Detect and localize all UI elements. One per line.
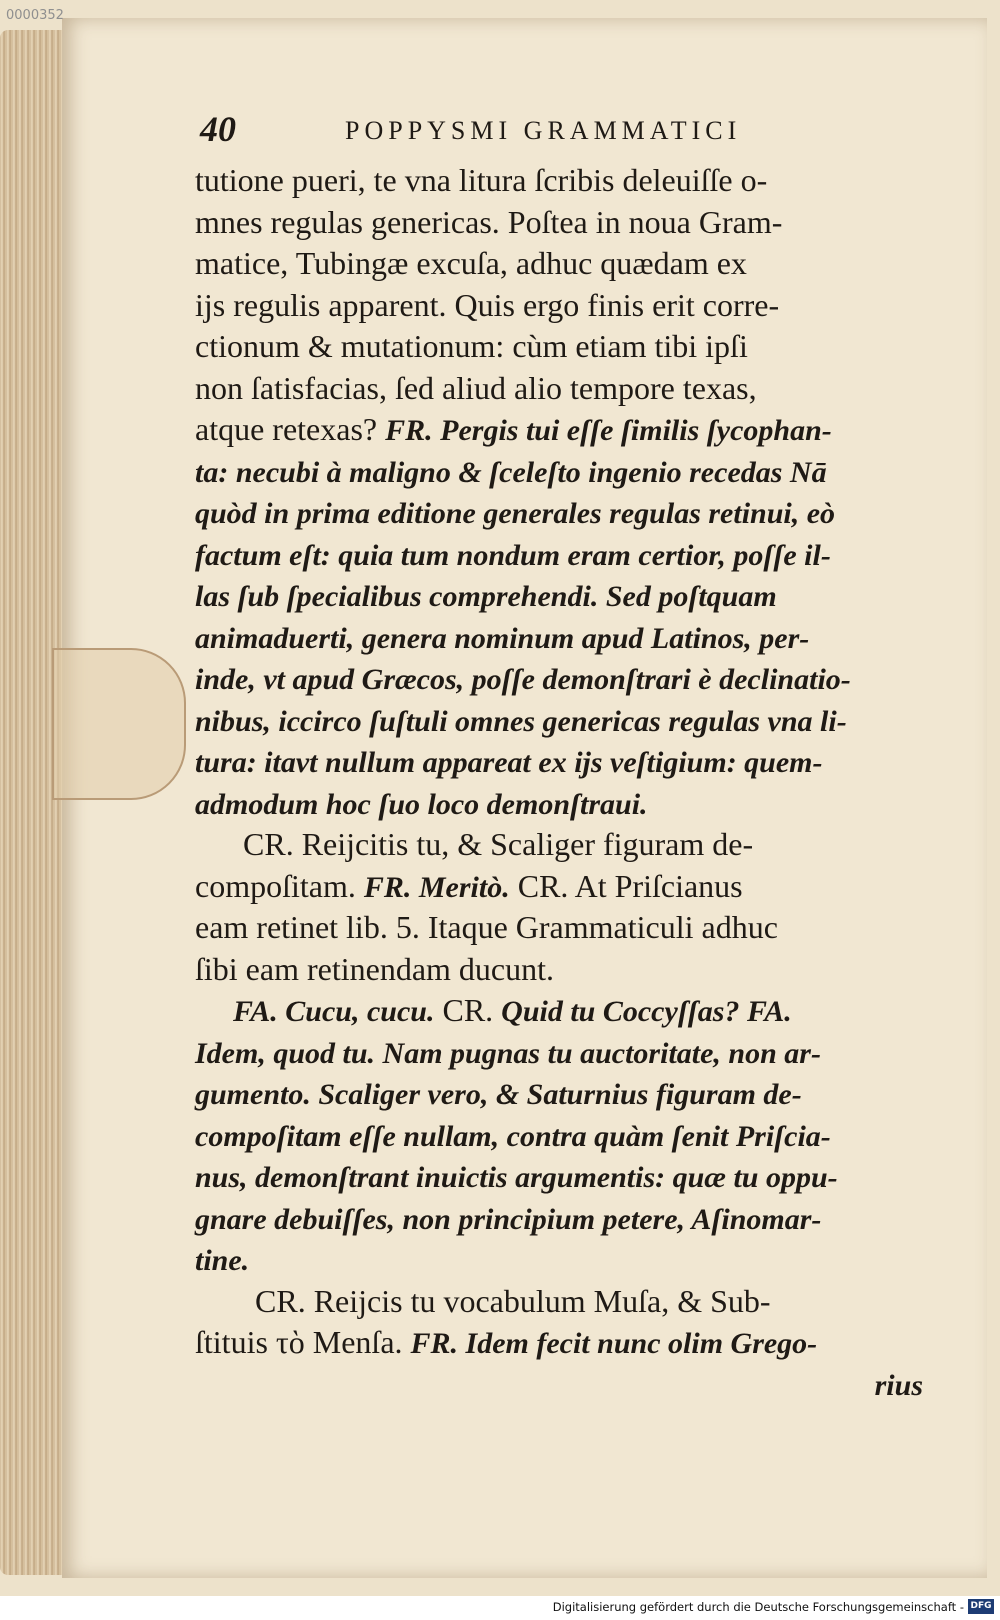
text-line: compoſitam. FR. Meritò. CR. At Priſcianus <box>195 867 743 904</box>
text-line: ſtituis τὸ Menſa. FR. Idem fecit nunc olim Grego- <box>195 1324 818 1360</box>
text-line: ctionum & mutationum: cùm etiam tibi ipſi <box>195 328 748 364</box>
text-line: tura: itavt nullum appareat ex ijs veſtigium: quem- <box>195 746 823 779</box>
body-text <box>195 160 935 1405</box>
footer-bar <box>0 1596 1000 1620</box>
text-line: atque retexas? FR. Pergis tui eſſe ſimilis ſycophan- <box>195 411 832 447</box>
text-line: Idem, quod tu. Nam pugnas tu auctoritate, non ar- <box>195 1036 821 1070</box>
book-tab-marker <box>52 648 186 800</box>
book-page-edges <box>0 30 70 1575</box>
text-line: las ſub ſpecialibus comprehendi. Sed poſtquam <box>195 580 777 613</box>
text-line: inde, vt apud Græcos, poſſe demonſtrari è declinatio- <box>195 663 851 696</box>
text-line: nibus, iccirco ſuſtuli omnes genericas regulas vna li- <box>195 704 847 738</box>
text-line: factum eſt: quia tum nondum eram certior, poſſe il- <box>195 538 831 572</box>
text-line: matice, Tubingæ excuſa, adhuc quædam ex <box>195 245 747 281</box>
text-line: eam retinet lib. 5. Itaque Grammaticuli adhuc <box>195 909 778 945</box>
page-header <box>200 108 820 158</box>
text-line: admodum hoc ſuo loco demonſtraui. <box>195 787 648 821</box>
text-line: compoſitam eſſe nullam, contra quàm ſenit Priſcia- <box>195 1119 831 1153</box>
text-line: ta: necubi à maligno & ſceleſto ingenio recedas Nā <box>195 455 827 489</box>
text-line: CR. Reijcitis tu, & Scaliger figuram de- <box>243 826 754 862</box>
text-line: ſibi eam retinendam ducunt. <box>195 950 554 987</box>
text-line: mnes regulas genericas. Poſtea in noua Gram- <box>195 203 783 240</box>
funding-notice: Digitalisierung gefördert durch die Deutsche Forschungsgemeinschaft - <box>552 1600 964 1614</box>
catchword: rius <box>874 1368 923 1402</box>
text-line: gnare debuiſſes, non principium petere, Aſinomar- <box>195 1202 822 1236</box>
text-line: CR. Reijcis tu vocabulum Muſa, & Sub- <box>255 1282 771 1319</box>
text-line: tine. <box>195 1244 250 1277</box>
text-line: FA. Cucu, cucu. CR. Quid tu Coccyſſas? FA. <box>233 992 792 1028</box>
text-line: nus, demonſtrant inuictis argumentis: quæ tu oppu- <box>195 1161 838 1194</box>
text-line: ijs regulis apparent. Quis ergo finis erit corre- <box>195 286 780 323</box>
text-line: tutione pueri, te vna litura ſcribis deleuiſſe o- <box>195 162 768 198</box>
text-line: non ſatisfacias, ſed aliud alio tempore texas, <box>195 369 757 406</box>
dfg-logo: DFG <box>968 1599 994 1614</box>
running-head: POPPYSMI GRAMMATICI <box>345 116 742 145</box>
text-line: animaduerti, genera nominum apud Latinos, per- <box>195 621 810 655</box>
page-number: 40 <box>200 109 236 149</box>
text-line: quòd in prima editione generales regulas retinui, eò <box>195 497 836 530</box>
scan-id-label: 0000352 <box>6 8 64 23</box>
text-line: gumento. Scaliger vero, & Saturnius figuram de- <box>195 1078 802 1111</box>
